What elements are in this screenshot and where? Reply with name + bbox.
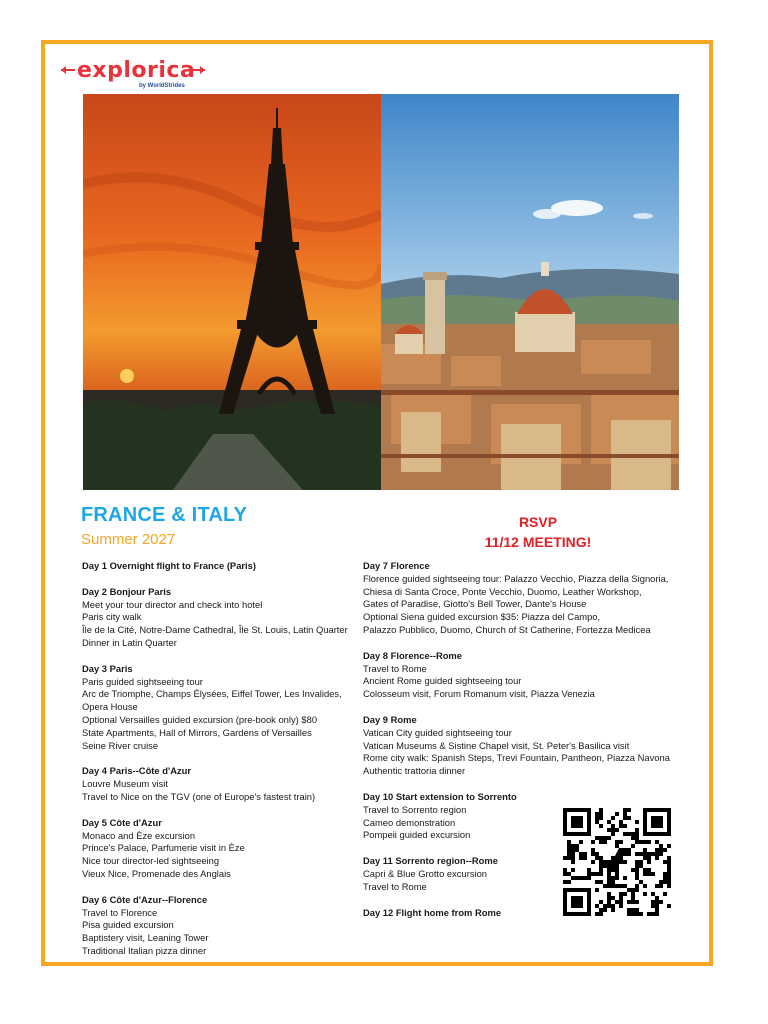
day-activity-line: Optional Siena guided excursion $35: Piazza del Campo, [363,611,601,623]
logo-sub-text: by WorldStrides [139,83,185,89]
day-title: Day 5 Côte d'Azur [82,816,162,828]
day-activity-line: Traditional Italian pizza dinner [82,944,207,956]
day-activity-line: Arc de Triomphe, Champs Élysées, Eiffel Tower, Les Invalides, [82,688,342,700]
day-activity-line: Optional Versailles guided excursion (pre-book only) $80 [82,713,318,725]
day-activity-line: Vatican City guided sightseeing tour [363,726,512,738]
rsvp-line-1: RSVP [518,514,558,530]
day-activity-line: Cameo demonstration [363,816,456,828]
day-activity-line: Authentic trattoria dinner [363,765,466,777]
day-activity-line: Dinner in Latin Quarter [82,636,177,648]
day-activity-line: Travel to Nice on the TGV (one of Europe's fastest train) [82,790,316,802]
florence-photo [381,94,679,490]
day-activity-line: Florence guided sightseeing tour: Palazzo Vecchio, Piazza della Signoria, [363,572,669,584]
day-activity-line: Paris guided sightseeing tour [82,675,203,687]
day-activity-line: Baptistery visit, Leaning Tower [82,932,209,944]
day-activity-line: Vieux Nice, Promenade des Anglais [82,867,231,879]
itinerary-day [82,560,372,573]
day-title: Day 6 Côte d'Azur--Florence [82,893,208,905]
day-title: Day 9 Rome [363,713,417,725]
day-title: Day 7 Florence [363,560,430,571]
day-title: Day 3 Paris [82,662,133,674]
rsvp-notice [453,512,623,552]
itinerary-day [82,586,372,650]
day-title: Day 8 Florence--Rome [363,649,462,661]
itinerary-day [363,714,693,778]
qr-code-icon[interactable] [563,808,671,916]
day-activity-line: Opera House [82,701,138,713]
day-title: Day 4 Paris--Côte d'Azur [82,765,192,777]
day-activity-line: Travel to Florence [82,906,158,918]
day-activity-line: Palazzo Pubblico, Duomo, Church of St Catherine, Fortezza Medicea [363,623,651,635]
flyer [41,40,713,966]
day-activity-line: Ancient Rome guided sightseeing tour [363,675,522,687]
rsvp-line-2: 11/12 MEETING! [484,534,592,550]
day-activity-line: Meet your tour director and check into hotel [82,598,263,610]
day-activity-line: Seine River cruise [82,739,159,751]
day-activity-line: Capri & Blue Grotto excursion [363,867,488,879]
day-activity-line: Chiesa di Santa Croce, Ponte Vecchio, Duomo, Leather Workshop, [363,585,642,597]
itinerary-day [82,765,372,803]
day-activity-line: Prince's Palace, Parfumerie visit in Èze [82,842,245,854]
day-activity-line: Vatican Museums & Sistine Chapel visit, St. Peter's Basilica visit [363,739,630,751]
day-activity-line: Île de la Cité, Notre-Dame Cathedral, Île St. Louis, Latin Quarter [82,624,348,636]
itinerary-day [82,894,372,958]
day-activity-line: Rome city walk: Spanish Steps, Trevi Fountain, Pantheon, Piazza Navona [363,752,670,764]
day-title: Day 2 Bonjour Paris [82,585,172,597]
itinerary-day [363,650,693,701]
day-activity-line: Louvre Museum visit [82,778,168,790]
day-activity-line: Colosseum visit, Forum Romanum visit, Piazza Venezia [363,688,595,700]
explorica-logo [59,56,209,92]
itinerary-day [82,663,372,753]
eiffel-tower-photo [83,94,381,490]
day-title: Day 10 Start extension to Sorrento [363,790,517,802]
day-title: Day 11 Sorrento region--Rome [363,855,498,867]
day-activity-line: Travel to Sorrento region [363,803,467,815]
itinerary-left-column [82,560,372,971]
day-activity-line: State Apartments, Hall of Mirrors, Gardens of Versailles [82,726,312,738]
logo-brand-text: explorica [77,58,196,83]
day-title: Day 1 Overnight flight to France (Paris) [82,560,256,571]
itinerary-day [363,560,693,637]
day-activity-line: Pisa guided excursion [82,919,174,931]
itinerary-day [82,817,372,881]
hero-photos [83,94,679,490]
day-activity-line: Travel to Rome [363,880,427,892]
day-activity-line: Pompeii guided excursion [363,829,471,841]
day-activity-line: Monaco and Èze excursion [82,829,196,841]
day-activity-line: Gates of Paradise, Giotto's Bell Tower, Dante's House [363,598,587,610]
day-title: Day 12 Flight home from Rome [363,906,502,918]
page-subtitle: Summer 2027 [81,531,176,548]
day-activity-line: Nice tour director-led sightseeing [82,855,220,867]
page-title: FRANCE & ITALY [81,504,248,526]
day-activity-line: Travel to Rome [363,662,427,674]
day-activity-line: Paris city walk [82,611,142,623]
